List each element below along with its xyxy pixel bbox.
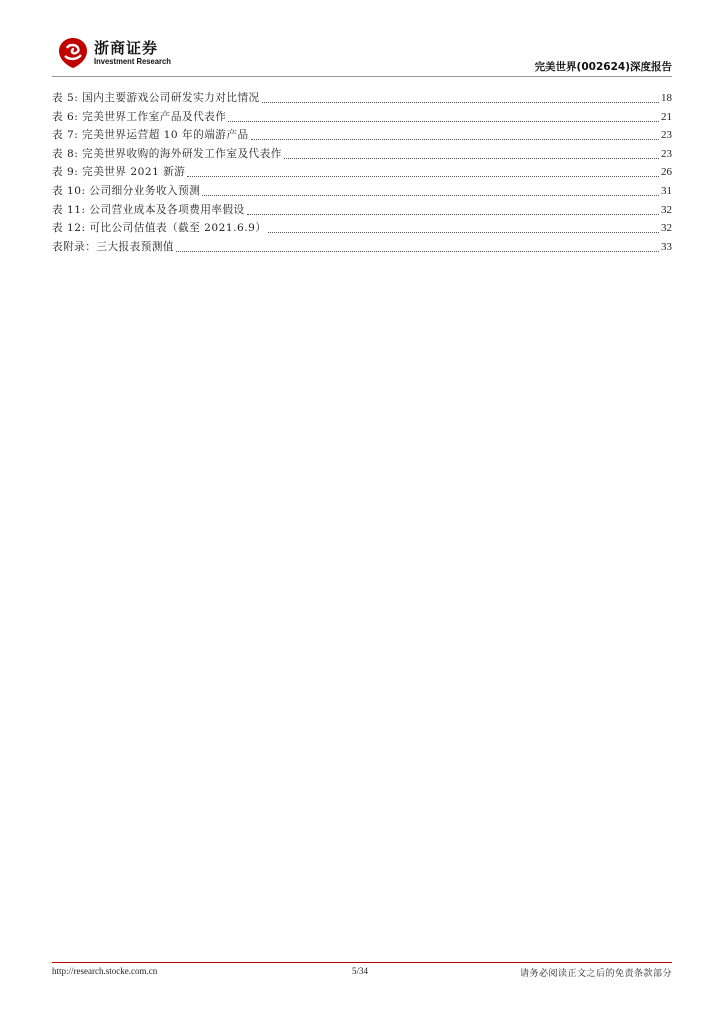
toc-entry-label: 表 12: 可比公司估值表（截至 2021.6.9）	[52, 222, 267, 235]
toc-entry-label: 表 11: 公司营业成本及各项费用率假设	[52, 203, 245, 216]
footer-url-link[interactable]: http://research.stocke.com.cn	[52, 966, 158, 976]
toc-entry-page: 32	[661, 203, 672, 216]
logo-mark-icon	[56, 36, 90, 70]
toc-entry-label: 表 7: 完美世界运营超 10 年的端游产品	[52, 129, 249, 142]
toc-entry-page: 33	[661, 240, 672, 253]
logo	[52, 34, 202, 74]
toc-entry[interactable]	[52, 201, 672, 220]
logo-english-name: Investment Research	[94, 56, 171, 66]
toc-dot-leader	[247, 203, 659, 215]
toc-entry-page: 26	[661, 166, 672, 179]
toc-dot-leader	[284, 147, 659, 159]
toc-entry-label: 表附录：三大报表预测值	[52, 240, 175, 253]
toc-entry[interactable]	[52, 108, 672, 127]
page-footer	[52, 966, 672, 980]
toc-dot-leader	[176, 240, 659, 252]
toc-dot-leader	[187, 165, 659, 177]
toc-entry-page: 32	[661, 222, 672, 235]
toc-dot-leader	[251, 128, 659, 140]
toc-entry-page: 23	[661, 129, 672, 142]
toc-dot-leader	[262, 91, 659, 103]
toc-entry[interactable]	[52, 163, 672, 182]
toc-entry-label: 表 8: 完美世界收购的海外研发工作室及代表作	[52, 147, 282, 160]
toc-dot-leader	[228, 110, 659, 122]
toc-entry[interactable]	[52, 126, 672, 145]
toc-entry[interactable]	[52, 219, 672, 238]
toc-entry-page: 31	[661, 184, 672, 197]
toc-entry-page: 18	[661, 92, 672, 104]
toc-entry[interactable]	[52, 238, 672, 257]
toc-entry-label: 表 6: 完美世界工作室产品及代表作	[52, 110, 227, 123]
page-header	[52, 34, 672, 76]
page-number: 5/34	[352, 966, 369, 976]
toc-entry[interactable]	[52, 145, 672, 164]
toc-entry-label: 表 9: 完美世界 2021 新游	[52, 166, 186, 179]
toc-entry-page: 21	[661, 110, 672, 123]
footer-disclaimer: 请务必阅读正文之后的免责条款部分	[519, 969, 672, 979]
logo-chinese-name: 浙商证券	[94, 39, 159, 57]
toc-entry[interactable]	[52, 89, 672, 108]
toc-entry-label: 表 5: 国内主要游戏公司研发实力对比情况	[52, 92, 260, 104]
toc-entry-label: 表 10: 公司细分业务收入预测	[52, 184, 201, 197]
table-of-tables	[52, 89, 672, 256]
toc-entry[interactable]	[52, 182, 672, 201]
toc-dot-leader	[202, 184, 659, 196]
footer-divider	[52, 962, 672, 963]
report-title: 完美世界(002624)深度报告	[534, 61, 672, 73]
header-divider	[52, 76, 672, 77]
toc-dot-leader	[268, 221, 659, 233]
toc-entry-page: 23	[661, 147, 672, 160]
